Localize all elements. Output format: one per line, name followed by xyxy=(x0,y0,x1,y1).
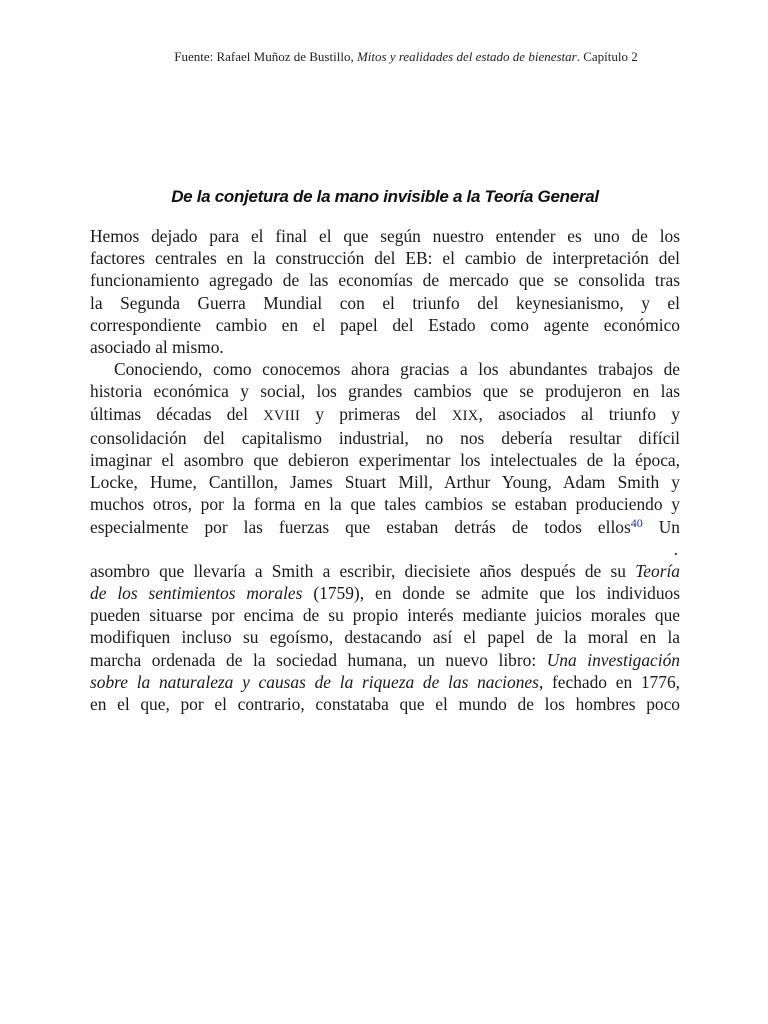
text-segment: Un xyxy=(642,516,680,537)
text-line: factores centrales en la construcción del EB: el cambio de interpretación del xyxy=(90,248,680,269)
paragraph-2 xyxy=(90,358,680,715)
section-heading: De la conjetura de la mano invisible a la Teoría General xyxy=(171,187,599,206)
text-line xyxy=(90,403,680,427)
book-title-italic: sobre la naturaleza y causas de la riqueza de las naciones xyxy=(90,671,539,692)
stray-period: . xyxy=(673,538,678,559)
text-line: asociado al mismo. xyxy=(90,337,224,358)
text-segment: marcha ordenada de la sociedad humana, un nuevo libro: xyxy=(90,649,547,670)
text-segment: (1759), en donde se admite que los individuos xyxy=(302,583,681,604)
text-line xyxy=(90,649,680,671)
text-line xyxy=(90,516,680,538)
text-line: historia económica y social, los grandes cambios que se produjeron en las xyxy=(90,381,680,402)
century-numeral: XVIII xyxy=(263,407,301,424)
text-line xyxy=(90,671,680,693)
source-citation xyxy=(0,49,768,65)
text-line: pueden situarse por encima de su propio interés mediante juicios morales que xyxy=(90,605,680,626)
text-segment: , fechado en 1776, xyxy=(538,671,680,692)
text-segment: y primeras del xyxy=(300,403,452,424)
text-line: Hemos dejado para el final el que según nuestro entender es uno de los xyxy=(90,226,680,246)
source-prefix: Fuente: Rafael Muñoz de Bustillo, xyxy=(174,49,357,64)
source-suffix: . Capítulo 2 xyxy=(576,49,638,64)
text-line xyxy=(90,560,680,582)
text-line: modifiquen incluso su egoísmo, destacando así el papel de la moral en la xyxy=(90,627,680,648)
source-book-title: Mitos y realidades del estado de bienestar xyxy=(356,49,577,64)
footnote-link[interactable]: 40 xyxy=(630,515,643,530)
text-segment: últimas décadas del xyxy=(90,403,264,424)
text-line: Conociendo, como conocemos ahora gracias a los abundantes trabajos de xyxy=(114,359,680,380)
text-line: muchos otros, por la forma en la que tales cambios se estaban produciendo y xyxy=(90,494,680,515)
document-body xyxy=(90,225,680,715)
text-line: imaginar el asombro que debieron experimentar los intelectuales de la época, xyxy=(90,450,680,471)
text-line: Locke, Hume, Cantillon, James Stuart Mill, Arthur Young, Adam Smith y xyxy=(90,472,680,493)
book-title-italic: Una investigación xyxy=(546,649,680,670)
book-title-italic: de los sentimientos morales xyxy=(90,583,303,604)
text-line: correspondiente cambio en el papel del Estado como agente económico xyxy=(90,314,680,335)
paragraph-1 xyxy=(90,225,680,358)
text-segment: , asociados al triunfo y xyxy=(478,403,680,424)
text-line: en el que, por el contrario, constataba que el mundo de los hombres poco xyxy=(90,694,680,715)
text-line xyxy=(90,582,680,604)
book-title-italic: Teoría xyxy=(635,560,680,581)
century-numeral: XIX xyxy=(451,407,479,424)
text-segment: asombro que llevaría a Smith a escribir, diecisiete años después de su xyxy=(90,560,636,581)
text-segment: especialmente por las fuerzas que estaban detrás de todos ellos xyxy=(90,516,631,537)
text-line: consolidación del capitalismo industrial, no nos debería resultar difícil xyxy=(90,427,680,448)
text-line: la Segunda Guerra Mundial con el triunfo del keynesianismo, y el xyxy=(90,292,680,313)
text-line: funcionamiento agregado de las economías de mercado que se consolida tras xyxy=(90,270,680,291)
